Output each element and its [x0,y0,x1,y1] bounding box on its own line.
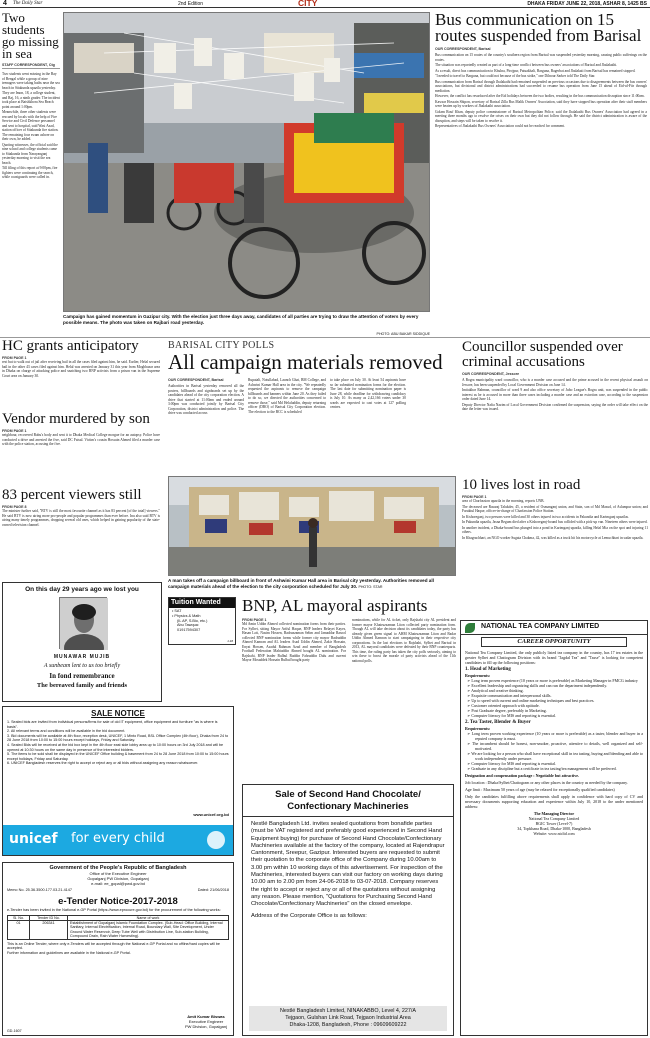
photo-caption [63,314,430,336]
career-banner: CAREER OPPORTUNITY [481,637,627,647]
portrait [59,597,107,649]
column: Rupatali, Notullabad, Launch Ghat, BM College, and Ashwini Kumar Hall area in the city. "We repeatedly requested the aspirants to remove the campaign billboards and banners within June 20. As they failed to do so, we directed the authorities concerned to remove those," said Md Helaluddin, deputy returning officer (DRO) of Barisal City Corporation election. The election to the BCC is scheduled [248,378,326,414]
paragraph: rest but to walk out of jail after receiving bail in all the cases filed against him, he said. Earlier, Helal secured bail in the other 43 cases filed against him. Helal was arrested on January 31 this year from Moghbazar area in Dhaka on charge of attacking police and snatching two BNP activists from a prison van in the Supreme Court area on January 30. [2,360,160,378]
job-location: Job location : Dhaka/Sylhet/Chattogram or any other places in the country as needed by the company. [465,780,628,785]
contact-line: Website: www.ntcltd.com [533,831,575,836]
bullet-arrow-icon: ➢ [467,678,472,683]
paragraph: They are Imon, 18, a college student, and Raj, 16, a ninth grader. The incident took place at Baishkhora Sea Beach point around 1:00pm. [2,91,60,109]
paragraph: Representatives of Jhalakathi Bus Owners' Association could not be reached for comment. [435,124,565,128]
paragraph: As a result, direct bus communication to Khulna, Pirojpur, Patuakhali, Barguna, Bagerhat and Jhalakati from Barisal has remained stopped. [435,68,636,73]
story-mayoral-aspirants [242,597,456,777]
unicef-banner [3,825,233,855]
unicef-tagline: for every child [71,831,165,846]
obituary-line: A sunbeam lent to us too briefly [43,663,121,669]
cell: 206341 [30,921,68,939]
edition-label: 2nd Edition [178,1,204,7]
req-item: ➢ Computer literacy for MIS and reporting is essential. [467,761,557,766]
ad-code: J-18 [227,639,233,643]
billboard-removal-photo [168,476,456,576]
from-page: FROM PAGE 1 [2,429,27,433]
paragraph: The minister further said, "BTV is still the most favourite channel as it has 83 percent [of the total] viewers." He said BTV is now airing more pro-people and popular programmes than ever before. Inu also said BTV is airing many timely programmes, dropping several old ones, which helped in gaining popularity of the state-owned television channel. [2,509,160,527]
req-item: ➢ Customer oriented approach with aptitude. [467,703,540,708]
req-item: ➢ Computer literacy for MIS and reporting is essential. [467,713,557,718]
photo-credit: PHOTO: ABU BAKAR SIDDIQUE [376,332,430,336]
masthead [0,0,650,8]
byline: OUR CORRESPONDENT, Jessore [462,372,520,376]
tuition-line: • SAT [172,609,182,613]
caption-text: Campaign has gained momentum in Gazipur city. With the election just three days away, candidates of all parties are trying to draw the attention of voters by every possible means. The photo was taken on Rajbari road yesterday. [63,314,419,325]
paragraph: Quoting witnesses, the official said the nine school and college students came to Sitakunda from Narayanganj yesterday morning to visit the sea beach. [2,142,58,165]
story-councillor-suspended [462,340,648,470]
notice-item: 1. Sealed bids are invited from individual persons/firms for sale of old IT equipment, office equipment and furniture "as is where is basis". [7,720,218,729]
tender-table [7,915,229,940]
obituary-line: In fond remembrance [49,672,115,680]
cell: 01 [8,921,30,939]
bullet-arrow-icon: ➢ [467,766,472,771]
obituary-ad [2,582,162,702]
section-title: CITY [298,0,318,8]
contact-line: National Tea Company Limited [528,816,580,821]
gov-title: Government of the People's Republic of Bangladesh [49,865,187,871]
story-bus-suspended [435,12,647,337]
photo-caption [168,578,456,595]
req-item: ➢ Post Graduate degree, preferably in Marketing. [467,708,547,713]
ad-title [243,789,453,817]
unicef-logo: unicef [9,831,58,847]
child-icon [207,831,225,849]
cell: Establishment of Gopalganj Islamic Foundation Complex. (Sub-Head: Office Building, Internal Sanitary, Internal Electrification, Internal Road, Boundary Wall, Site Development, Under Ground Water Reservoir, Deep Tube Well with Distribution Line, Sub-station Building, Compound Drain, Rain Water Harvesting). [70,921,223,939]
portrait-image [60,598,108,650]
notice-item: 3. Bid documents will be available at 4th floor, reception desk, UNICEF, 1 Minto Road, BSL Office Complex (4th floor), Dhaka from 24 to 28 June 2018 from 10:00 to 15:00 hours except holidays, Friday and Saturday. [7,733,229,743]
req-item: ➢ Up to speed with current and online marketing techniques and best practices. [467,698,595,703]
bullet-arrow-icon: ➢ [467,698,472,703]
machinery-sale-ad [242,784,454,1036]
headline: Councillor suspended over criminal accusations [462,340,623,370]
signatory: Amit Kumar Biswas [187,1014,225,1019]
tuition-line: 01917594307 [177,628,201,633]
tea-leaf-icon [465,623,475,633]
from-page: FROM PAGE 1 [2,356,27,360]
age-limit: Age limit : Maximum 50 years of age (may be relaxed for exceptionally qualified candidates) [465,787,615,792]
col-header: Sl. No. [8,916,30,920]
tuition-title: Tuition Wanted [169,598,235,608]
bullet-arrow-icon: ➢ [467,731,472,736]
tender-note: Further information and guidelines are available in the National e-GP Portal. [7,951,131,956]
bullet-arrow-icon: ➢ [467,683,472,688]
column: to take place on July 30. At least 54 aspirants have so far submitted nomination forms for the election. The last date for submitting nomination paper is June 28, while deadline for withdrawing candidacy is July 10. As many as 2,42,166 voters under 30 wards are expected to cast votes at 127 polling centres. [330,378,406,409]
headline: Bus communication on 15 routes suspended from Barisal [435,12,642,45]
from-page: FROM PAGE 1 [462,495,487,499]
story-campaign-removed [168,340,456,382]
headline: Vendor murdered by son [2,412,150,427]
paragraph: In Kishoreganj, two persons were killed and 30 others injured in two accidents in Pakundia and Karimganj upazilas. [462,514,629,519]
e-tender-notice [2,862,234,1036]
ad-body: Nestlé Bangladesh Ltd. invites sealed quotations from bonafide parties (must be VAT registered and preferably good experienced in Second Hand Equipment buying) for purchase of Second Hand Chocolate/Confectionary Machineries available at the factory of the company, located at Rajendrapur Cantonment, Sreepur, Gazipur. Interested buyers are requested to submit their quotation to the corporate office of the Company during 10.00am to 3.00 pm within 10 working days of this advertisement. For inspection of the Machineries, interested buyers can visit our factory on working days during 10.00 am to 2.00 pm from 24-06-2018 to 03-07-2018. Company reserves the right to accept or reject any or all of the quotations without assigning any reason. Please mention, "Quotations for Purchasing Second Hand Chocolate/Confectionary Machineries" on the closed envelope. [251,821,445,908]
divider [0,337,650,338]
requirements-label: Requirements: [465,673,491,678]
notice-title: SALE NOTICE [91,709,145,718]
position-title: 2. Tea Taster, Blender & Buyer [465,720,531,725]
bullet-arrow-icon: ➢ [467,751,472,756]
req-item: ➢ Exquisite communication and interpersonal skills. [467,693,552,698]
email: e-mail: ee_gopal@pwd.gov.bd [91,881,145,886]
bullet-arrow-icon: ➢ [467,708,472,713]
from-page: FROM PAGE 8 [2,505,27,509]
bullet-arrow-icon: ➢ [467,703,472,708]
bullet-arrow-icon: ➢ [467,688,472,693]
paragraph: neighbour, recovered Babu's body and sent it to Dhaka Medical College morgue for an autopsy. Police have conducted a drive and arrested the five, said DC Faisal. Victim's cousin Hossain Ahmed filed a murder case with the police station, accusing the five. [2,433,160,446]
address-line: Tejgaon, Gulshan Link Road, Tejgaon Industrial Area [285,1015,411,1021]
billboard-scene-image [169,477,456,576]
notice-item: 2. All relevant terms and conditions will be available in the bid document. [7,729,126,734]
tuition-line: (IL AP, S.Bio, etc.) [177,618,208,623]
company-name: NATIONAL TEA COMPANY LIMITED [481,623,600,630]
ad-code: GD-1607 [7,1029,22,1033]
story-btv-viewers [2,488,160,556]
bullet-arrow-icon: ➢ [467,741,473,746]
req-item: ➢ Long term proven working experience (10 years or more is preferable) as a taster, blender and buyer in a reputed company is must. [467,731,643,741]
salary-note: Designation and compensation package : Negotiable but attractive. [465,773,579,778]
req-item: ➢ Analytical and creative thinking. [467,688,524,693]
paragraph: Bus communication from Barisal through Jhalakathi had remained suspended on previous occasions due to disagreements between the bus owners' associations, but divisional and district administrations had succeeded to resume bus operation from June 15 ahead of Eid-ul-Fitr through mediation. [435,79,647,93]
notice-item: 5. The items to be sold shall be displayed in the UNICEF Office building & basement from 24 to 28 June 2018 from 10:00 to 15:00 hours except holidays, Friday and Saturday. [7,752,229,761]
rickshaw-scene-image [64,13,430,312]
obituary-line: The bereaved family and friends [36,682,128,689]
paragraph: Imtiakhar Rahman, councillor of ward 9 and also office secretary of Jubo League's Bogra unit, was suspended in the public interest as he is accused in more than three cases including a murder case and an extortion case, according to the suspension order dated June 14. [462,388,648,401]
byline: OUR CORRESPONDENT, Barisal [435,47,491,51]
paragraph: In Pakundia upazila, Jasna Begum died after a Kishoreganj-bound bus collided with a pick-up van. Nineteen others were injured. [462,520,648,524]
tuition-ad [168,597,236,645]
ad-title-line: Sale of Second Hand Chocolate/ [275,789,421,800]
address-box [249,1006,447,1031]
kicker: BARISAL CITY POLLS [168,340,275,351]
rickshaw-campaign-photo [63,12,430,312]
bullet-arrow-icon: ➢ [467,713,472,718]
photo-credit: PHOTO: STAR [358,584,383,589]
memo-date: Dated: 21/06/2018 [197,888,229,892]
paragraph: In another incident, a Dhaka-bound bus plunged into a pond in Karimganj upazila, killing Helal Mia on the spot and injuring 11 others. [462,525,648,534]
office: Gopalganj PW Division, Gopalganj [87,876,149,881]
req-item: ➢ Excellent leadership and organizing skills and can run the department independently. [467,683,608,688]
deceased-name: MUNAWAR MUJIB [53,654,111,660]
table-row [8,921,228,939]
intro: National Tea Company Limited, the only publicly listed tea company in the country, has 17 tea estates in the greater Sylhet and Chattogram Division with its brand "Jagdal Tea" and "Tasse" is looking for competent candidates to fill up the following positions: [465,650,643,665]
bullet-arrow-icon: ➢ [467,761,472,766]
headline: All campaign materials removed [168,350,443,374]
bullet-arrow-icon: ➢ [467,693,472,698]
ntc-career-ad [460,620,648,1036]
unicef-sale-notice [2,706,234,856]
story-missing-students [2,12,60,332]
obituary-title: On this day 29 years ago we lost you [25,586,139,593]
column: Md Amin Uddin Ahmed collected nomination forms from their parties. For Sylhet, sitting Mayor Ariful Haque, BNP leaders Belayet Kayes, Hasan Loti, Nasim Hossen, Badruzzaman Selim and Jamaddar Rasool collected BNP nomination forms while former city mayor Badruddin Ahmed Kamran and AL leaders Asad Uddin Ahmed, Zakir Hossain, Enyat Hossen, Asadul Rahman Azad and member of Bangladesh Football Federation Mahiuddin Ahmed bought AL nomination. For Rajshahi, BNP leader Bulbul Ruddin Fahruddin Dulu and current Mayor Mosaddek Hossain Bulbul bought party [242,622,346,662]
masthead-logo: The Daily Star [13,1,43,6]
address-line: Dhaka-1208, Bangladesh, Phone : 09609609222 [289,1022,407,1028]
tender-description: e-Tender has been invited in the National e-GP Portal (https://www.eprocure.gov.bd) for the procurement of the following works: [7,908,221,912]
col-header: Tender ID No. [30,916,68,920]
tender-note: This is an Online Tender, where only e-Tenders will be accepted through the National e-GP Portal and no offline/hard copies will be accepted. [7,941,220,951]
from-page: FROM PAGE 1 [242,618,267,622]
contact-line: 34, Topkhana Road, Dhaka-1000, Bangladesh [517,826,591,831]
notice-item: 4. Sealed Bids will be received at the bid box kept in the 4th floor east side lobby area up to 10:00 hours on 3rd July 2018 and will be opened at 10:30 hours on the same day in presence of the interested bidders. [7,742,224,752]
paragraph: In Khagrachhari, an NGO worker Sugata Chakma, 42, was killed as a truck hit his motorcycle at Lemuchhari in sadar upazila. [462,535,644,540]
paragraph: Bus communication on 15 routes of the country's southern region from Barisal was suspended yesterday morning, causing public sufferings on the routes. [435,53,647,62]
paragraph: area of Charfassion upazila in the morning, reports UNB. [462,499,545,503]
story-road-deaths [462,478,648,613]
notice-item: 6. UNICEF Bangladesh reserves the right to accept or reject any or all bids without assigning any reason whatsoever. [7,761,199,766]
headline: 83 percent viewers still [2,488,142,503]
headline: Two students go missing in sea [2,12,59,61]
byline: STAFF CORRESPONDENT, Ctg [2,63,60,69]
tuition-line: Abu Tawqua: [177,623,199,628]
paragraph: A Bogra municipality ward councillor, who is a murder case accused and the prime accused in the recent physical assault on Jessore, has been suspended by Local Government Division on June 14. [462,378,648,387]
req-item: ➢ Graduate in any discipline but a certificate in tea tasting/tea management will be preferred. [467,766,617,771]
column: Authorities in Barisal yesterday removed all the posters, billboards and signboards set up by the candidates ahead of the city corporation election. A drive that started at 11:00am and ended around 3:00pm was conducted jointly by Barisal City Corporation, district administration and police. The drive was conducted across [168,384,244,415]
ad-title-line: Confectionary Machineries [287,801,409,812]
address-label: Address of the Corporate Office is as follows: [251,912,367,919]
headline: 10 lives lost in road [462,478,581,493]
headline: BNP, AL mayoral aspirants [242,597,428,615]
paragraph: Till filing of this report at 9:00pm, fire fighters were continuing the search, while coastguards were called in. [2,166,58,179]
byline: OUR CORRESPONDENT, Barisal [168,378,224,382]
req-item: ➢ The incumbent should be honest, non-smoker, proactive, attentive to details, well organized and self-motivated. [467,741,644,751]
contact-line: The Managing Director [533,811,575,816]
paragraph: "I needed to travel to Barguna, but could not because of the bus strike," one Dilnour Sarker told The Daily Star. [435,74,596,78]
paragraph: Meanwhile, three other students were rescued by locals with the help of Fire Service and Civil Defence personnel and sent to hospital, said Wasi Azad, station officer of Sitakunda fire station. The remaining four swam ashore on their own, he added. [2,110,59,141]
signatory: Executive Engineer [188,1019,224,1024]
paragraph: The deceased are Rasaraj Talukder, 45, a resident of Osmanganj union, and Stain, son of Md Masud, of Aslampur union; and Faruktul Haque, officer-in-charge of Charfassion Police Station. [462,504,648,513]
address-line: Nestlé Bangladesh Limited, NINAKABBO, Level 4, 227/A [279,1008,417,1014]
req-item: ➢ We are looking for a person who shall have exceptional skill in tea tasting, buying and blending and able to work independently under pressure. [467,751,644,761]
signatory: PW Division, Gopalganj [184,1024,227,1029]
company-header [461,621,647,635]
page-number: 4 [3,0,7,7]
column: nominations, while for AL ticket, only Rajshahi city AL president and former mayor Khairuzzaman Liton collected party nomination form. Though AL will take decision about its candidates today, the party has already given green signal to AHM Khairuzzaman Liton and Badar Uddin Ahmed Kamran to start campaigning in their respective city corporations. In the last elections to Rajshahi, Sylhet and Barisal in 2013, AL mayoral candidates were defeated by their BNP counterparts. This time, the ruling party has taken the city polls seriously, aiming to win these to boost the morale of party activists ahead of the 11th national polls. [352,618,456,663]
tuition-line: • Physics & Math [172,613,201,618]
contact-line: BGIC Tower (Level-7) [535,821,573,826]
paragraph: However, the conflict has resurfaced after the Eid holidays between the two bodies, resulting in the bus communication disruption since 11:00am. [435,94,645,98]
paragraph: Two students went missing in the Bay of Bengal while a group of nine teenagers were taking baths near the sea beach in Sitakunda upazila yesterday. [2,72,60,90]
position-title: 1. Head of Marketing [465,667,511,672]
office: Office of the Executive Engineer [89,871,147,876]
tender-title: e-Tender Notice-2017-2018 [58,896,178,907]
caption-text: A man takes off a campaign billboard in front of Ashwini Kumar Hall area in Barisal city yesterday. Authorities removed all campaign materials ahead of the election to the city corporation scheduled for July 30. [168,578,434,589]
notice-website: www.unicef.org.bd [193,812,229,817]
requirements-label: Requirements: [465,726,491,731]
req-item: ➢ Long term proven experience (10 years or more is preferable) as Marketing Manager in FMCG industry [467,678,638,683]
apply-instructions: Only the candidates fulfilling above requirements shall apply in confidence with hard copy of CV and necessary documents supporting education and experience within July 10, 2018 to the under mentioned address: [465,794,643,809]
col-header: Name of work [136,915,160,920]
paragraph: Kawsar Hossain Shipon, secretary of Barisal Zilla Bus Malik Owners' Association, said they have stopped bus operation after their staff members were beaten up by workers of Jhalakathi association. [435,99,647,108]
paragraph: Golam Rouf Khan, deputy police commissioner of Barisal Metropolitan Police, said the Jhalakathi Bus Owners' Association had agreed in a meeting three months ago to resolve the crises on their own but they did not follow through. He said the district administration is aware of the disruption, and steps will be taken to resolve it. [435,109,647,123]
headline: HC grants anticipatory [2,339,139,354]
paragraph: Deputy Director Nafia Nazim of Local Government Division confirmed the suspension, saying the order will take effect on the date the letter was issued. [462,402,648,411]
memo-number: Memo No. 25.36.3500.177.03.21.4147 [7,888,73,892]
paragraph: The situation was reportedly created as part of a long-time conflict between bus owners' associations of Barisal and Jhalakathi. [435,63,618,67]
story-hc-bail [2,339,160,409]
dateline: DHAKA FRIDAY JUNE 22, 2018, ASHAR 8, 1425 BS [527,1,647,7]
story-vendor-murdered [2,412,160,474]
